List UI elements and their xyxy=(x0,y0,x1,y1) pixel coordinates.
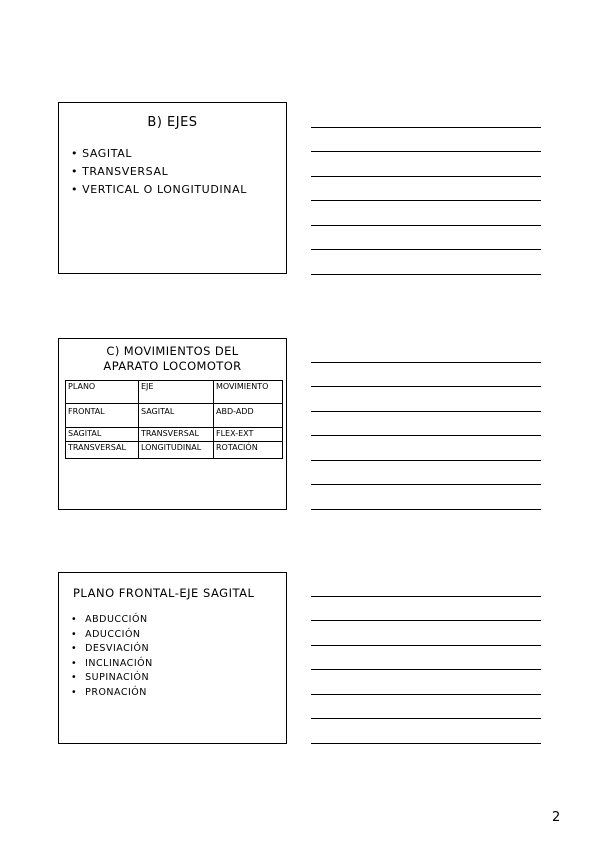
note-line xyxy=(311,225,541,226)
table-cell: TRANSVERSAL xyxy=(66,442,139,459)
note-line xyxy=(311,274,541,275)
slide-2-title-line-2: APARATO LOCOMOTOR xyxy=(103,359,242,373)
slide-2-title xyxy=(59,344,286,374)
note-line xyxy=(311,743,541,744)
table-row xyxy=(66,428,283,442)
table-cell: FRONTAL xyxy=(66,404,139,428)
list-item: • VERTICAL O LONGITUDINAL xyxy=(71,181,247,199)
list-item: • ADUCCIÓN xyxy=(71,628,153,643)
slide-3 xyxy=(58,572,287,744)
slide-2 xyxy=(58,338,287,510)
note-line xyxy=(311,151,541,152)
note-line xyxy=(311,596,541,597)
note-line xyxy=(311,249,541,250)
slide-1-bullet-list xyxy=(71,145,247,199)
table-header: EJE xyxy=(139,381,214,404)
list-item: • PRONACIÓN xyxy=(71,686,153,701)
note-line xyxy=(311,176,541,177)
note-line xyxy=(311,362,541,363)
movements-table xyxy=(65,380,283,459)
note-line xyxy=(311,669,541,670)
table-header: PLANO xyxy=(66,381,139,404)
note-line xyxy=(311,200,541,201)
note-line xyxy=(311,127,541,128)
list-item: • TRANSVERSAL xyxy=(71,163,247,181)
note-line xyxy=(311,460,541,461)
note-line xyxy=(311,694,541,695)
list-item: • ABDUCCIÓN xyxy=(71,613,153,628)
page-number: 2 xyxy=(552,810,561,825)
note-line xyxy=(311,718,541,719)
table-header: MOVIMIENTO xyxy=(214,381,283,404)
note-line xyxy=(311,435,541,436)
slide-2-title-line-1: C) MOVIMIENTOS DEL xyxy=(106,344,239,358)
list-item: • SAGITAL xyxy=(71,145,247,163)
slide-1-title: B) EJES xyxy=(147,115,198,130)
table-cell: TRANSVERSAL xyxy=(139,428,214,442)
note-line xyxy=(311,509,541,510)
slide-1 xyxy=(58,102,287,274)
note-line xyxy=(311,645,541,646)
table-cell: ABD-ADD xyxy=(214,404,283,428)
list-item: • SUPINACIÓN xyxy=(71,671,153,686)
table-cell: FLEX-EXT xyxy=(214,428,283,442)
table-header-row xyxy=(66,381,283,404)
note-line xyxy=(311,620,541,621)
table-row xyxy=(66,442,283,459)
slide-3-title: PLANO FRONTAL-EJE SAGITAL xyxy=(73,586,255,600)
table-cell: LONGITUDINAL xyxy=(139,442,214,459)
table-row xyxy=(66,404,283,428)
note-line xyxy=(311,411,541,412)
table-cell: SAGITAL xyxy=(66,428,139,442)
list-item: • DESVIACIÓN xyxy=(71,642,153,657)
list-item: • INCLINACIÓN xyxy=(71,657,153,672)
note-line xyxy=(311,386,541,387)
table-cell: ROTACIÓN xyxy=(214,442,283,459)
note-line xyxy=(311,484,541,485)
slide-3-bullet-list xyxy=(71,613,153,701)
table-cell: SAGITAL xyxy=(139,404,214,428)
